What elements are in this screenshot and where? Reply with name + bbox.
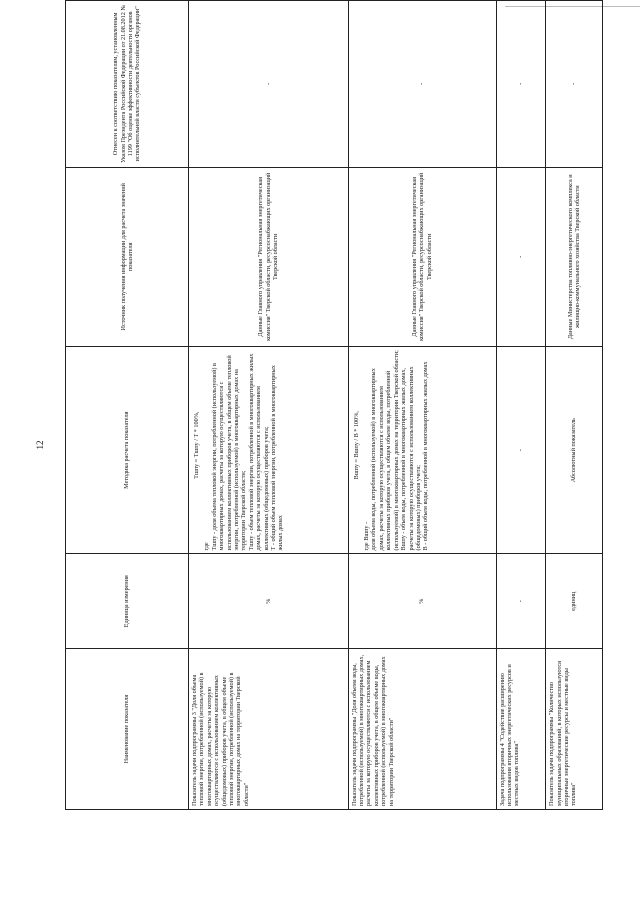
indicator-name: Показатель задачи подпрограммы "Доля объема воды, потребленной (используемой) в многоквартирных домах, расчеты за которую осуществляются с использованием коллективных приборов учета, в общем объеме воды, потребленной (используемой) в многоквартирных домах на территории Тверской области" (348, 649, 496, 810)
indicators-table (65, 0, 603, 810)
indicator-decree: - (348, 1, 496, 168)
method-line: Тшпу - объем тепловой энергии, потребленной в многоквартирных жилых домах, расчеты за которую осуществляются с использованием коллективных (общедомовых) приборов учета; (247, 353, 270, 551)
indicator-method (348, 346, 496, 554)
indicator-name: Показатель задачи подпрограммы 3 "Доля объема тепловой энергии, потребленной (используемой) в многоквартирных домах, расчеты за которую осуществляются с использованием коллективных (общедомовых) приборов учета, в общем объеме тепловой энергии, потребленной (используемой) в многоквартирных домах на территории Тверской области" (189, 649, 349, 810)
indicator-name: Показатель задачи подпрограммы "Количество муниципальных образований, в которых используются вторичные энергетические ресурсы и местные виды топлива" (546, 649, 603, 810)
method-line: В - общий объем воды, потребленной в многоквартирных жилых домах (422, 361, 430, 551)
header-source: Источник получения информации для расчета значений показателя (66, 167, 189, 346)
indicator-unit: % (348, 554, 496, 649)
method-line: где (203, 542, 211, 551)
indicator-unit: единиц (546, 554, 603, 649)
indicator-method: - (496, 346, 546, 554)
header-unit: Единица измерения (66, 554, 189, 649)
header-decree: Отнесен к соответствию показателям, установленным Указом Президента Российской Федерации от 21.08.2012 № 1199 "Об оценке эффективности деятельности органов исполнительной власти субъектов Российской Федерации" (66, 1, 189, 168)
method-line: Вшпу - объем воды, потребленной в многоквартирных жилых домах, расчеты за которую осуществляются с использованием коллективных (общедомовых) приборов учета; (400, 366, 422, 551)
indicator-source: Данные Главного управления "Региональная энергетическая комиссия" Тверской области, ресурсоснабжающих организаций Тверской области (189, 167, 349, 346)
indicator-name: Задача подпрограммы 4 "Содействие расширению использования вторичных энергетических ресурсов и местных видов топлива" (496, 649, 546, 810)
method-line: Тшпу - доля объема тепловой энергии, потребленной (используемой) в многоквартирных домах, расчеты за которую осуществляются с использованием коллективных приборов учета, в общем объеме тепловой энергии, потребленной (используемой) в многоквартирных домах на территории Тверской области; (210, 355, 248, 551)
table-row (546, 1, 603, 810)
rotated-table-container (65, 0, 603, 810)
method-line: доля объема воды, потребленной (используемой) в многоквартирных домах, расчеты за которую осуществляются с использованием коллективных приборов учета, в общем объеме воды, потребленной (используемой) в многоквартирных домах на территории Тверской области; (370, 350, 400, 551)
table-row (496, 1, 546, 810)
formula: Вшпу = Вшпу / В * 100%, (352, 411, 360, 480)
table-row (189, 1, 349, 810)
header-row (66, 1, 189, 810)
formula: Тшпу = Тшпу / Т * 100%, (193, 411, 200, 479)
method-line: где Вшпу - (363, 521, 371, 551)
indicator-decree: - (189, 1, 349, 168)
indicator-source: Данные Главного управления "Региональная энергетическая комиссия" Тверской области, ресурсоснабжающих организаций Тверской области (348, 167, 496, 346)
indicator-decree: - (546, 1, 603, 168)
indicator-method: Абсолютный показатель (546, 346, 603, 554)
indicator-source: - (496, 167, 546, 346)
indicator-source: Данные Министерства топливно-энергетического комплекса и жилищно-коммунального хозяйства Тверской области (546, 167, 603, 346)
indicator-unit: - (496, 554, 546, 649)
indicator-unit: % (189, 554, 349, 649)
indicator-method (189, 346, 349, 554)
header-name: Наименование показателя (66, 649, 189, 810)
indicator-decree: - (496, 1, 546, 168)
header-method: Методика расчета показателя (66, 346, 189, 554)
table-row (348, 1, 496, 810)
method-line: Т - общий объем тепловой энергии, потребленной в многоквартирных жилых домах (270, 365, 285, 551)
page-number: 12 (35, 440, 45, 450)
